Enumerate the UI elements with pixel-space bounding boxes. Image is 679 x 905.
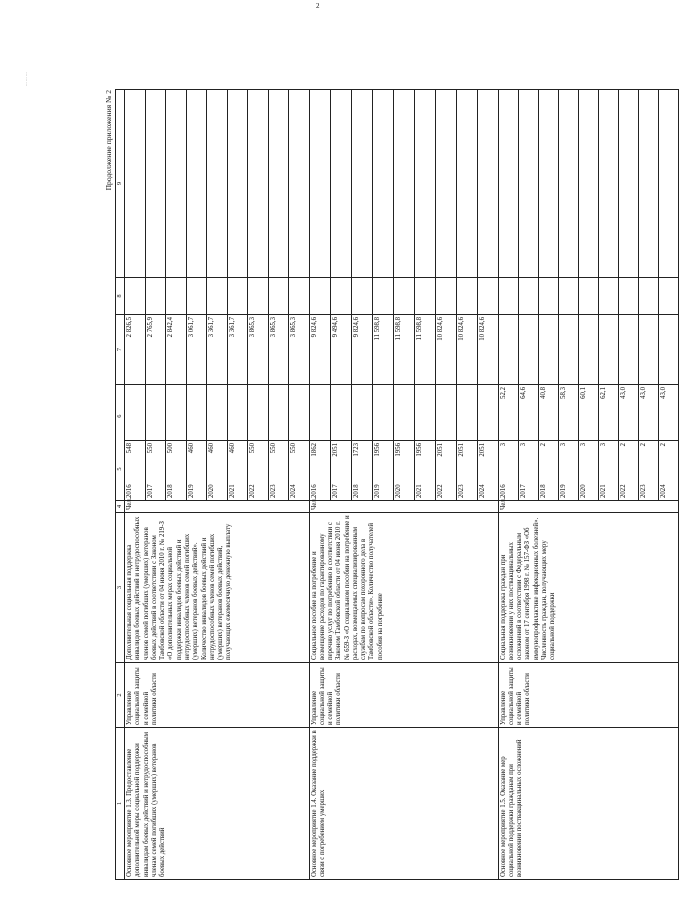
value-cell xyxy=(145,278,166,315)
value-cell xyxy=(558,278,578,315)
value-cell xyxy=(393,278,414,315)
value-cell xyxy=(618,315,638,385)
value-cell xyxy=(414,90,435,278)
value-cell xyxy=(309,90,330,278)
value-cell xyxy=(289,385,310,441)
year-count-cell xyxy=(538,441,558,501)
count-value: 550 xyxy=(146,443,154,454)
year-count-cell xyxy=(145,441,166,501)
year-count-cell xyxy=(227,441,248,501)
year-label: 2020 xyxy=(208,484,215,498)
header-cell: 8 xyxy=(116,278,125,315)
value-cell xyxy=(558,90,578,278)
value-cell: 9 494,6 xyxy=(330,315,351,385)
value-cell xyxy=(351,278,372,315)
value-cell xyxy=(309,278,330,315)
year-count-cell xyxy=(498,441,518,501)
value-cell xyxy=(518,278,538,315)
year-label: 2023 xyxy=(457,484,465,498)
value-cell xyxy=(248,278,269,315)
value-cell xyxy=(186,385,207,441)
value-cell: 9 824,6 xyxy=(309,315,330,385)
count-value: 2051 xyxy=(457,443,465,457)
value-cell xyxy=(186,278,207,315)
value-cell xyxy=(578,90,598,278)
year-count-cell xyxy=(268,441,289,501)
value-cell xyxy=(207,385,228,441)
count-value: 2051 xyxy=(436,443,444,457)
count-value: 3 xyxy=(499,443,507,447)
value-cell xyxy=(414,385,435,441)
year-label: 2019 xyxy=(373,484,381,498)
value-cell: 3 865,3 xyxy=(289,315,310,385)
value-cell: 40,8 xyxy=(538,385,558,441)
value-cell: 10 824,6 xyxy=(435,315,456,385)
year-label: 2021 xyxy=(599,484,607,498)
value-cell xyxy=(638,90,658,278)
value-cell: 11 598,8 xyxy=(393,315,414,385)
year-count-cell xyxy=(207,441,228,501)
value-cell xyxy=(330,278,351,315)
count-value: 2 xyxy=(659,443,667,447)
value-cell xyxy=(477,278,498,315)
value-cell xyxy=(393,90,414,278)
value-cell: 43,0 xyxy=(638,385,658,441)
year-count-cell xyxy=(186,441,207,501)
unit-cell: Чел. xyxy=(498,501,678,513)
year-count-cell xyxy=(598,441,618,501)
value-cell xyxy=(207,278,228,315)
value-cell xyxy=(578,278,598,315)
scan-mark: ... ... ... xyxy=(24,72,29,86)
value-cell: 2 842,4 xyxy=(166,315,187,385)
executor-cell: Управление социальной защиты и семейной политики области xyxy=(125,663,310,728)
value-cell xyxy=(658,90,678,278)
activity-cell: Основное мероприятие 1.5. Оказание мер социальной поддержки гражданам при возникновении поствакцинальных осложнений xyxy=(498,728,678,880)
executor-cell: Управление социальной защиты и семейной политики области xyxy=(498,663,678,728)
year-label: 2018 xyxy=(539,484,547,498)
count-value: 2051 xyxy=(331,443,339,457)
value-cell xyxy=(351,385,372,441)
value-cell xyxy=(538,278,558,315)
value-cell xyxy=(289,90,310,278)
value-cell xyxy=(309,385,330,441)
count-value: 460 xyxy=(187,443,195,454)
value-cell: 10 824,6 xyxy=(477,315,498,385)
value-cell xyxy=(578,315,598,385)
year-label: 2023 xyxy=(639,484,647,498)
value-cell: 2 826,5 xyxy=(125,315,146,385)
value-cell: 3 865,3 xyxy=(268,315,289,385)
value-cell: 3 361,7 xyxy=(207,315,228,385)
value-cell: 60,1 xyxy=(578,385,598,441)
year-count-cell xyxy=(435,441,456,501)
value-cell xyxy=(268,278,289,315)
value-cell xyxy=(268,385,289,441)
year-label: 2017 xyxy=(331,484,339,498)
value-cell xyxy=(248,385,269,441)
value-cell xyxy=(227,385,248,441)
count-value: 3 xyxy=(519,443,527,447)
value-cell: 43,0 xyxy=(658,385,678,441)
value-cell xyxy=(125,385,146,441)
rotated-page xyxy=(98,90,667,880)
count-value: 3 xyxy=(599,443,607,447)
value-cell xyxy=(227,90,248,278)
table-row xyxy=(498,90,518,880)
year-count-cell xyxy=(414,441,435,501)
count-value: 1956 xyxy=(373,443,381,457)
value-cell xyxy=(638,278,658,315)
year-label: 2016 xyxy=(499,484,507,498)
year-label: 2017 xyxy=(146,484,154,498)
year-count-cell xyxy=(638,441,658,501)
count-value: 500 xyxy=(167,443,174,454)
value-cell xyxy=(372,90,393,278)
value-cell xyxy=(456,90,477,278)
value-cell xyxy=(518,90,538,278)
value-cell xyxy=(658,315,678,385)
year-label: 2022 xyxy=(619,484,627,498)
table-body xyxy=(116,90,679,880)
count-value: 2 xyxy=(619,443,627,447)
table-row xyxy=(309,90,330,880)
count-value: 550 xyxy=(290,443,297,454)
year-count-cell xyxy=(125,441,146,501)
year-label: 2019 xyxy=(187,484,195,498)
value-cell xyxy=(186,90,207,278)
year-label: 2018 xyxy=(167,484,174,498)
value-cell xyxy=(414,278,435,315)
value-cell xyxy=(477,90,498,278)
count-value: 3 xyxy=(579,443,587,447)
year-label: 2022 xyxy=(249,484,256,498)
value-cell: 43,0 xyxy=(618,385,638,441)
value-cell xyxy=(330,385,351,441)
value-cell: 3 361,7 xyxy=(227,315,248,385)
value-cell xyxy=(638,315,658,385)
year-count-cell xyxy=(330,441,351,501)
year-label: 2023 xyxy=(269,484,277,498)
value-cell xyxy=(289,278,310,315)
value-cell: 3 865,3 xyxy=(248,315,269,385)
count-value: 1956 xyxy=(415,443,423,457)
value-cell xyxy=(166,278,187,315)
value-cell xyxy=(538,315,558,385)
header-cell: 9 xyxy=(116,90,125,278)
value-cell xyxy=(598,90,618,278)
value-cell xyxy=(498,278,518,315)
page-number: 2 xyxy=(316,2,320,10)
header-cell: 1 xyxy=(116,728,125,880)
value-cell xyxy=(435,90,456,278)
year-label: 2021 xyxy=(228,484,236,498)
header-row xyxy=(116,90,125,880)
indicator-cell: Дополнительная социальная поддержка инвалидов боевых действий и нетрудоспособных членов семей погибших (умерших) ветеранов боевых действий в соответствии с Законом Тамбовской области от 04 июня 2010 г. № 219-З «О дополнительных мерах социальной поддержки инвалидов боевых действий и нетрудоспособных членов семей погибших (умерших) ветеранов боевых действий». Количество инвалидов боевых действий и нетрудоспособных членов семей погибших (умерших) ветеранов боевых действий, получающих ежемесячную денежную выплату xyxy=(125,513,310,663)
year-count-cell xyxy=(372,441,393,501)
executor-cell: Управление социальной защиты и семейной политики области xyxy=(309,663,498,728)
value-cell xyxy=(145,385,166,441)
value-cell xyxy=(435,385,456,441)
count-value: 2051 xyxy=(478,443,486,457)
value-cell xyxy=(248,90,269,278)
table-row xyxy=(125,90,146,880)
header-label: 5 xyxy=(116,467,123,471)
count-value: 2 xyxy=(639,443,647,447)
value-cell: 3 061,7 xyxy=(186,315,207,385)
value-cell xyxy=(393,385,414,441)
value-cell: 64,6 xyxy=(518,385,538,441)
count-value: 550 xyxy=(249,443,256,454)
value-cell: 11 598,8 xyxy=(372,315,393,385)
unit-cell: Чел. xyxy=(309,501,498,513)
unit-cell: Чел. xyxy=(125,501,310,513)
year-count-cell xyxy=(518,441,538,501)
year-count-cell xyxy=(248,441,269,501)
value-cell xyxy=(518,315,538,385)
value-cell: 52,2 xyxy=(498,385,518,441)
count-value: 460 xyxy=(228,443,236,454)
value-cell: 58,3 xyxy=(558,385,578,441)
value-cell: 11 598,8 xyxy=(414,315,435,385)
value-cell xyxy=(145,90,166,278)
activity-cell: Основное мероприятие 1.3. Предоставление дополнительной меры социальной поддержки инвалидам боевых действий и нетрудоспособным членам семей погибших (умерших) ветеранов боевых действий xyxy=(125,728,310,880)
count-value: 1862 xyxy=(310,443,318,457)
activity-cell: Основное мероприятие 1.4. Оказание поддержки в связи с погребением умерших xyxy=(309,728,498,880)
indicator-cell: Социальная поддержка граждан при возникновении у них поствакцинальных осложнений в соответствии с Федеральным законом от 17 сентября 1998 г. № 157-ФЗ «Об иммунопрофилактике инфекционных болезней». Численность граждан, получающих меру социальной поддержки xyxy=(498,513,678,663)
count-value: 548 xyxy=(126,443,133,454)
header-cell: 4 xyxy=(116,501,125,513)
year-label: 2021 xyxy=(415,484,423,498)
count-value: 550 xyxy=(269,443,277,454)
value-cell xyxy=(207,90,228,278)
year-count-cell xyxy=(477,441,498,501)
appendix-label: Продолжение приложения № 2 xyxy=(104,90,113,191)
value-cell xyxy=(330,90,351,278)
year-label: 2024 xyxy=(290,484,297,498)
indicator-cell: Социальное пособие на погребение и возмещение расходов по гарантированному перечню услуг по погребению в соответствии с Законом Тамбовской области от 04 июня 2010 г. № 659-З «О социальном пособии на погребение и расходах, возмещаемых специализированным службам по вопросам похоронного дела в Тамбовской области». Количество получателей пособия на погребение xyxy=(309,513,498,663)
year-count-cell xyxy=(558,441,578,501)
value-cell xyxy=(498,315,518,385)
header-cell xyxy=(116,385,125,501)
value-cell xyxy=(372,278,393,315)
year-count-cell xyxy=(456,441,477,501)
year-label: 2016 xyxy=(126,484,133,498)
year-count-cell xyxy=(578,441,598,501)
value-cell xyxy=(456,278,477,315)
header-label: 6 xyxy=(116,414,123,418)
value-cell: 9 824,6 xyxy=(351,315,372,385)
value-cell xyxy=(598,315,618,385)
year-label: 2019 xyxy=(559,484,567,498)
count-value: 3 xyxy=(559,443,567,447)
value-cell xyxy=(558,315,578,385)
year-label: 2024 xyxy=(478,484,486,498)
header-cell: 7 xyxy=(116,315,125,385)
value-cell: 10 824,6 xyxy=(456,315,477,385)
value-cell xyxy=(618,278,638,315)
header-cell: 2 xyxy=(116,663,125,728)
value-cell xyxy=(618,90,638,278)
year-count-cell xyxy=(618,441,638,501)
year-label: 2022 xyxy=(436,484,444,498)
year-count-cell xyxy=(289,441,310,501)
year-count-cell xyxy=(658,441,678,501)
count-value: 1723 xyxy=(352,443,360,457)
value-cell xyxy=(498,90,518,278)
value-cell: 2 765,9 xyxy=(145,315,166,385)
header-cell: 3 xyxy=(116,513,125,663)
year-label: 2017 xyxy=(519,484,527,498)
year-count-cell xyxy=(393,441,414,501)
value-cell xyxy=(125,278,146,315)
year-label: 2024 xyxy=(659,484,667,498)
value-cell: 62,1 xyxy=(598,385,618,441)
value-cell xyxy=(166,90,187,278)
value-cell xyxy=(125,90,146,278)
count-value: 460 xyxy=(208,443,215,454)
value-cell xyxy=(166,385,187,441)
value-cell xyxy=(435,278,456,315)
value-cell xyxy=(598,278,618,315)
year-count-cell xyxy=(309,441,330,501)
year-label: 2020 xyxy=(394,484,402,498)
count-value: 2 xyxy=(539,443,547,447)
count-value: 1956 xyxy=(394,443,402,457)
value-cell xyxy=(538,90,558,278)
year-count-cell xyxy=(166,441,187,501)
program-table xyxy=(115,89,679,880)
year-label: 2018 xyxy=(352,484,360,498)
value-cell xyxy=(372,385,393,441)
year-count-cell xyxy=(351,441,372,501)
value-cell xyxy=(351,90,372,278)
value-cell xyxy=(456,385,477,441)
value-cell xyxy=(658,278,678,315)
year-label: 2020 xyxy=(579,484,587,498)
value-cell xyxy=(227,278,248,315)
value-cell xyxy=(477,385,498,441)
year-label: 2016 xyxy=(310,484,318,498)
value-cell xyxy=(268,90,289,278)
